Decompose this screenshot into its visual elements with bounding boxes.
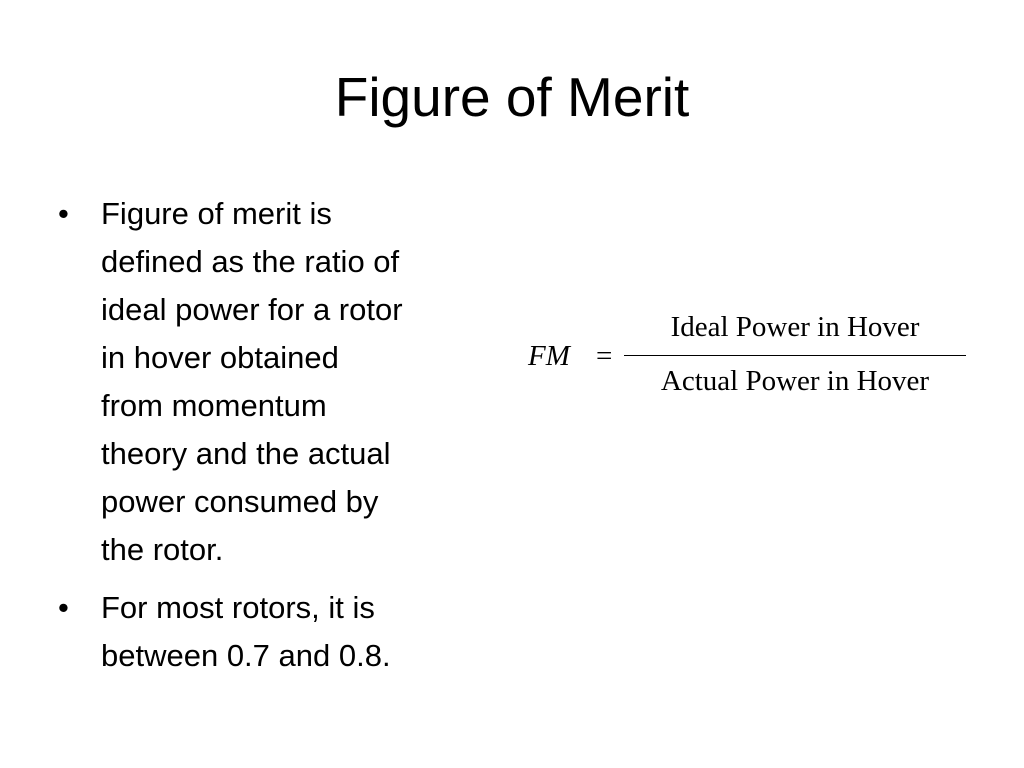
bullet-line: Figure of merit is <box>101 196 332 231</box>
bullet-line: defined as the ratio of <box>101 244 400 279</box>
bullet-line: ideal power for a rotor <box>101 292 403 327</box>
bullet-line: in hover obtained <box>101 340 339 375</box>
bullet-list <box>58 190 498 680</box>
equals-sign: = <box>596 340 613 372</box>
bullet-marker: • <box>58 590 69 625</box>
equation-numerator: Ideal Power in Hover <box>670 311 920 343</box>
bullet-line: power consumed by <box>101 484 379 519</box>
equation-lhs: FM <box>528 340 570 372</box>
bullet-line: between 0.7 and 0.8. <box>101 638 391 673</box>
bullet-line: For most rotors, it is <box>101 590 375 625</box>
fraction-bar <box>624 355 966 356</box>
bullet-marker: • <box>58 196 69 231</box>
bullet-line: from momentum <box>101 388 327 423</box>
bullet-item <box>58 584 498 680</box>
figure-of-merit-equation <box>520 305 980 415</box>
bullet-line: theory and the actual <box>101 436 391 471</box>
bullet-item <box>58 190 498 574</box>
equation-denominator: Actual Power in Hover <box>660 365 930 397</box>
slide-title: Figure of Merit <box>334 66 690 128</box>
bullet-line: the rotor. <box>101 532 224 567</box>
